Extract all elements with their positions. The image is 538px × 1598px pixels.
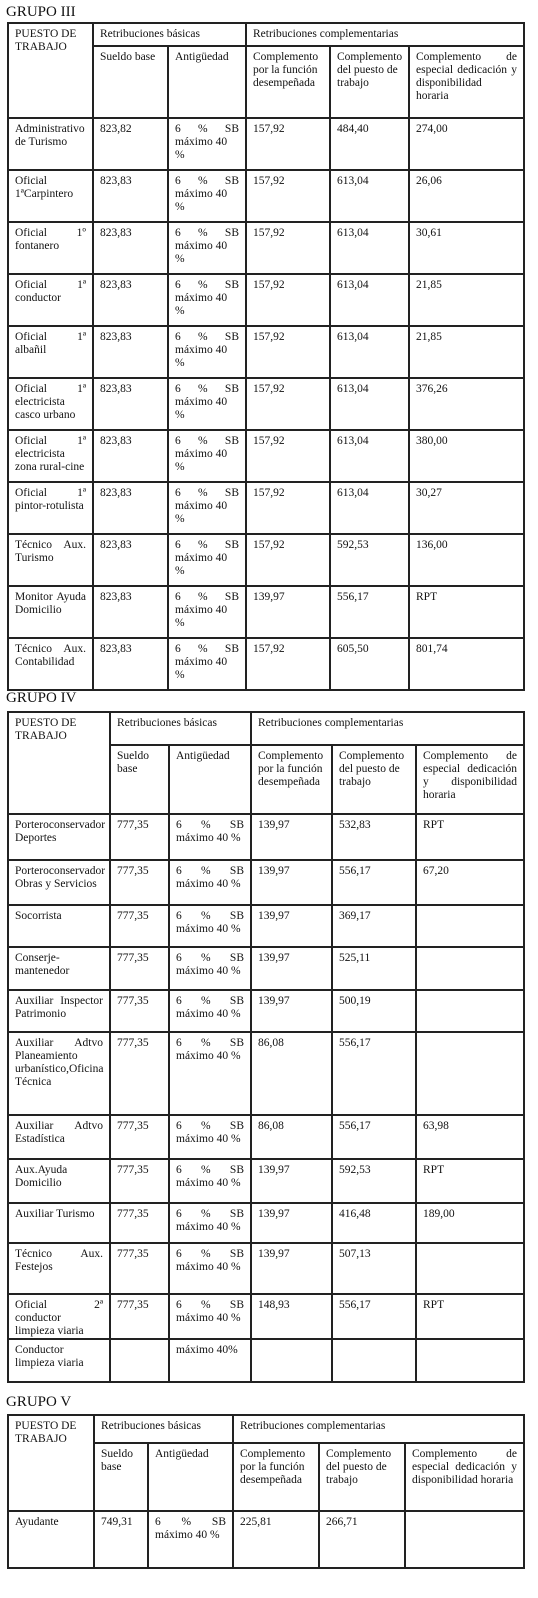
- sueldo-cell: [110, 1339, 169, 1382]
- table-row: [8, 170, 524, 222]
- antiguedad-max: máximo 40 %: [176, 1008, 241, 1020]
- antiguedad-rate: 6 % SB: [176, 1164, 244, 1176]
- antiguedad-max: máximo 40 %: [176, 1133, 241, 1145]
- antiguedad-rate: 6 % SB: [175, 175, 239, 187]
- puesto-trabajo-cell: 507,13: [332, 1243, 416, 1294]
- funcion-cell: 157,92: [246, 430, 330, 482]
- header-antiguedad: Antigüedad: [168, 46, 246, 118]
- dedicacion-cell: 136,00: [409, 534, 524, 586]
- header-funcion: Complemento por la función desempeñada: [246, 46, 330, 118]
- antiguedad-cell: [169, 1243, 251, 1294]
- antiguedad-cell: [168, 534, 246, 586]
- table-row: [8, 905, 524, 947]
- sueldo-cell: 777,35: [110, 1243, 169, 1294]
- sueldo-cell: 823,83: [93, 274, 168, 326]
- sueldo-cell: 777,35: [110, 905, 169, 947]
- puesto-trabajo-cell: 613,04: [330, 430, 409, 482]
- antiguedad-max: máximo 40 %: [155, 1529, 220, 1541]
- antiguedad-cell: [169, 990, 251, 1032]
- antiguedad-cell: [168, 430, 246, 482]
- antiguedad-max: máximo 40 %: [176, 923, 241, 935]
- antiguedad-rate: 6 % SB: [176, 1120, 244, 1132]
- header-antiguedad: Antigüedad: [169, 745, 251, 814]
- dedicacion-cell: 67,20: [416, 860, 524, 905]
- antiguedad-cell: [169, 1203, 251, 1243]
- dedicacion-cell: 21,85: [409, 274, 524, 326]
- antiguedad-rate: 6 % SB: [175, 227, 239, 239]
- antiguedad-rate: 6 % SB: [176, 1208, 244, 1220]
- dedicacion-cell: [416, 1032, 524, 1115]
- antiguedad-rate: 6 % SB: [175, 123, 239, 135]
- dedicacion-cell: 21,85: [409, 326, 524, 378]
- group-title: GRUPO III: [6, 4, 76, 20]
- puesto-trabajo-cell: 613,04: [330, 222, 409, 274]
- dedicacion-cell: RPT: [416, 1294, 524, 1339]
- funcion-cell: 86,08: [251, 1115, 332, 1159]
- table-row: [8, 326, 524, 378]
- dedicacion-cell: [416, 905, 524, 947]
- header-complementarias: Retribuciones complementarias: [246, 23, 524, 46]
- sueldo-cell: 823,83: [93, 378, 168, 430]
- puesto-trabajo-cell: 556,17: [330, 586, 409, 638]
- table-row: [8, 1511, 524, 1568]
- funcion-cell: 139,97: [251, 1159, 332, 1203]
- dedicacion-cell: [416, 947, 524, 990]
- antiguedad-rate: 6 % SB: [176, 995, 244, 1007]
- antiguedad-cell: [169, 860, 251, 905]
- puesto-trabajo-cell: 613,04: [330, 378, 409, 430]
- funcion-cell: 139,97: [251, 905, 332, 947]
- funcion-cell: 139,97: [251, 814, 332, 860]
- antiguedad-max: máximo 40 %: [175, 292, 228, 317]
- funcion-cell: 157,92: [246, 326, 330, 378]
- sueldo-cell: 777,35: [110, 1032, 169, 1115]
- puesto-trabajo-cell: 266,71: [319, 1511, 405, 1568]
- puesto-trabajo-cell: 605,50: [330, 638, 409, 690]
- sueldo-cell: 777,35: [110, 1294, 169, 1339]
- sueldo-cell: 777,35: [110, 1203, 169, 1243]
- table-row: [8, 586, 524, 638]
- puesto-cell: Auxiliar Turismo: [8, 1203, 110, 1243]
- antiguedad-max: máximo 40 %: [176, 1050, 241, 1062]
- antiguedad-rate: 6 % SB: [176, 1248, 244, 1260]
- puesto-trabajo-cell: 556,17: [332, 860, 416, 905]
- header-sueldo: Sueldo base: [93, 46, 168, 118]
- header-basicas: Retribuciones básicas: [110, 712, 251, 745]
- group-v-table: [7, 1414, 525, 1569]
- header-puesto: PUESTO DE TRABAJO: [8, 712, 110, 814]
- group-v-rows: [8, 1511, 524, 1568]
- table-row: [8, 1339, 524, 1382]
- funcion-cell: 157,92: [246, 118, 330, 170]
- dedicacion-cell: [405, 1511, 524, 1568]
- table-row: [8, 534, 524, 586]
- dedicacion-cell: 376,26: [409, 378, 524, 430]
- antiguedad-rate: 6 % SB: [175, 539, 239, 551]
- header-puesto-trabajo: Complemento del puesto de trabajo: [319, 1443, 405, 1511]
- antiguedad-max: máximo 40 %: [175, 604, 228, 629]
- antiguedad-max: máximo 40 %: [175, 240, 228, 265]
- sueldo-cell: 777,35: [110, 860, 169, 905]
- puesto-cell: Aux.Ayuda Domicilio: [8, 1159, 110, 1203]
- antiguedad-max: máximo 40 %: [175, 344, 228, 369]
- sueldo-cell: 823,83: [93, 326, 168, 378]
- sueldo-cell: 777,35: [110, 947, 169, 990]
- antiguedad-cell: [169, 1032, 251, 1115]
- antiguedad-max: máximo 40 %: [175, 552, 228, 577]
- antiguedad-cell: [168, 378, 246, 430]
- antiguedad-rate: 6 % SB: [176, 1299, 244, 1311]
- antiguedad-max: máximo 40 %: [175, 396, 228, 421]
- table-row: [8, 1294, 524, 1339]
- header-puesto: PUESTO DE TRABAJO: [8, 23, 93, 118]
- sueldo-cell: 823,82: [93, 118, 168, 170]
- puesto-trabajo-cell: 369,17: [332, 905, 416, 947]
- antiguedad-max: máximo 40 %: [176, 965, 241, 977]
- header-complementarias: Retribuciones complementarias: [233, 1415, 524, 1443]
- funcion-cell: 157,92: [246, 222, 330, 274]
- puesto-cell: Oficial 1ª conductor: [8, 274, 93, 326]
- table-row: [8, 118, 524, 170]
- table-row: [8, 814, 524, 860]
- funcion-cell: 139,97: [251, 947, 332, 990]
- header-funcion: Complemento por la función desempeñada: [233, 1443, 319, 1511]
- dedicacion-cell: [416, 1339, 524, 1382]
- header-sueldo: Sueldo base: [110, 745, 169, 814]
- antiguedad-cell: [168, 482, 246, 534]
- puesto-cell: Administrativo de Turismo: [8, 118, 93, 170]
- dedicacion-cell: RPT: [416, 814, 524, 860]
- sueldo-cell: 823,83: [93, 222, 168, 274]
- puesto-cell: Oficial 2ª conductor limpieza viaria: [8, 1294, 110, 1339]
- puesto-trabajo-cell: 613,04: [330, 326, 409, 378]
- antiguedad-rate: 6 % SB: [176, 1037, 244, 1049]
- table-row: [8, 482, 524, 534]
- antiguedad-rate: 6 % SB: [175, 279, 239, 291]
- header-dedicacion: Complemento de especial dedicación y disponibilidad horaria: [416, 745, 524, 814]
- antiguedad-rate: 6 % SB: [175, 383, 239, 395]
- table-row: [8, 378, 524, 430]
- antiguedad-max: máximo 40 %: [176, 878, 241, 890]
- puesto-trabajo-cell: 613,04: [330, 170, 409, 222]
- dedicacion-cell: 30,27: [409, 482, 524, 534]
- puesto-cell: Técnico Aux. Turismo: [8, 534, 93, 586]
- funcion-cell: 139,97: [251, 860, 332, 905]
- antiguedad-cell: [168, 118, 246, 170]
- header-sueldo: Sueldo base: [94, 1443, 148, 1511]
- puesto-cell: Conductor limpieza viaria: [8, 1339, 110, 1382]
- funcion-cell: 157,92: [246, 170, 330, 222]
- puesto-trabajo-cell: 556,17: [332, 1032, 416, 1115]
- puesto-trabajo-cell: 525,11: [332, 947, 416, 990]
- funcion-cell: 157,92: [246, 482, 330, 534]
- table-row: [8, 1243, 524, 1294]
- header-dedicacion: Complemento de especial dedicación y disponibilidad horaria: [405, 1443, 524, 1511]
- puesto-cell: Auxiliar Adtvo Estadística: [8, 1115, 110, 1159]
- antiguedad-cell: [168, 222, 246, 274]
- antiguedad-rate: 6 % SB: [175, 331, 239, 343]
- dedicacion-cell: [416, 1243, 524, 1294]
- header-antiguedad: Antigüedad: [148, 1443, 233, 1511]
- puesto-cell: Auxiliar Adtvo Planeamiento urbanístico,Oficina Técnica: [8, 1032, 110, 1115]
- antiguedad-max: máximo 40%: [176, 1344, 238, 1356]
- header-basicas: Retribuciones básicas: [94, 1415, 233, 1443]
- puesto-cell: Porteroconservador Deportes: [8, 814, 110, 860]
- puesto-trabajo-cell: [332, 1339, 416, 1382]
- funcion-cell: 86,08: [251, 1032, 332, 1115]
- group-iv-table: [7, 711, 525, 1383]
- antiguedad-cell: [169, 1294, 251, 1339]
- antiguedad-rate: 6 % SB: [175, 487, 239, 499]
- funcion-cell: 139,97: [251, 1203, 332, 1243]
- funcion-cell: 139,97: [251, 990, 332, 1032]
- table-row: [8, 1032, 524, 1115]
- funcion-cell: 225,81: [233, 1511, 319, 1568]
- sueldo-cell: 777,35: [110, 1159, 169, 1203]
- puesto-trabajo-cell: 592,53: [332, 1159, 416, 1203]
- table-row: [8, 638, 524, 690]
- table-row: [8, 222, 524, 274]
- antiguedad-max: máximo 40 %: [176, 1177, 241, 1189]
- antiguedad-max: máximo 40 %: [175, 188, 228, 213]
- antiguedad-max: máximo 40 %: [176, 1312, 241, 1324]
- antiguedad-cell: [168, 586, 246, 638]
- antiguedad-cell: [169, 814, 251, 860]
- antiguedad-rate: 6 % SB: [155, 1516, 226, 1528]
- antiguedad-cell: [169, 1159, 251, 1203]
- antiguedad-max: máximo 40 %: [175, 500, 228, 525]
- puesto-cell: Oficial 1ª electricista zona rural-cine: [8, 430, 93, 482]
- group-iii-table: [7, 22, 525, 691]
- table-row: [8, 1203, 524, 1243]
- puesto-cell: Técnico Aux. Contabilidad: [8, 638, 93, 690]
- dedicacion-cell: [416, 990, 524, 1032]
- puesto-trabajo-cell: 592,53: [330, 534, 409, 586]
- puesto-cell: Ayudante: [8, 1511, 94, 1568]
- antiguedad-cell: [168, 326, 246, 378]
- dedicacion-cell: 380,00: [409, 430, 524, 482]
- funcion-cell: 157,92: [246, 274, 330, 326]
- group-iii-rows: [8, 118, 524, 690]
- sueldo-cell: 823,83: [93, 430, 168, 482]
- antiguedad-max: máximo 40 %: [175, 656, 228, 681]
- table-row: [8, 990, 524, 1032]
- sueldo-cell: 777,35: [110, 990, 169, 1032]
- sueldo-cell: 823,83: [93, 534, 168, 586]
- sueldo-cell: 777,35: [110, 1115, 169, 1159]
- dedicacion-cell: RPT: [416, 1159, 524, 1203]
- sueldo-cell: 823,83: [93, 638, 168, 690]
- antiguedad-max: máximo 40 %: [175, 448, 228, 473]
- header-puesto: PUESTO DE TRABAJO: [8, 1415, 94, 1511]
- antiguedad-max: máximo 40 %: [176, 1221, 241, 1233]
- antiguedad-rate: 6 % SB: [176, 819, 244, 831]
- sueldo-cell: 823,83: [93, 586, 168, 638]
- dedicacion-cell: 63,98: [416, 1115, 524, 1159]
- antiguedad-rate: 6 % SB: [176, 952, 244, 964]
- sueldo-cell: 823,83: [93, 170, 168, 222]
- antiguedad-cell: [169, 1115, 251, 1159]
- dedicacion-cell: 30,61: [409, 222, 524, 274]
- antiguedad-max: máximo 40 %: [175, 136, 228, 161]
- puesto-cell: Oficial 1ª pintor-rotulista: [8, 482, 93, 534]
- antiguedad-cell: [148, 1511, 233, 1568]
- header-complementarias: Retribuciones complementarias: [251, 712, 524, 745]
- antiguedad-max: máximo 40 %: [176, 1261, 241, 1273]
- dedicacion-cell: 26,06: [409, 170, 524, 222]
- puesto-trabajo-cell: 416,48: [332, 1203, 416, 1243]
- funcion-cell: 157,92: [246, 534, 330, 586]
- funcion-cell: 157,92: [246, 638, 330, 690]
- antiguedad-rate: 6 % SB: [175, 435, 239, 447]
- puesto-cell: Oficial 1º fontanero: [8, 222, 93, 274]
- funcion-cell: [251, 1339, 332, 1382]
- table-row: [8, 1159, 524, 1203]
- puesto-trabajo-cell: 500,19: [332, 990, 416, 1032]
- header-funcion: Complemento por la función desempeñada: [251, 745, 332, 814]
- header-basicas: Retribuciones básicas: [93, 23, 246, 46]
- funcion-cell: 148,93: [251, 1294, 332, 1339]
- group-iv-rows: [8, 814, 524, 1382]
- puesto-cell: Socorrista: [8, 905, 110, 947]
- antiguedad-cell: [169, 905, 251, 947]
- funcion-cell: 139,97: [246, 586, 330, 638]
- puesto-cell: Conserje-mantenedor: [8, 947, 110, 990]
- puesto-cell: Técnico Aux. Festejos: [8, 1243, 110, 1294]
- antiguedad-cell: [169, 1339, 251, 1382]
- group-title: GRUPO IV: [6, 690, 77, 706]
- table-row: [8, 1115, 524, 1159]
- antiguedad-rate: 6 % SB: [175, 591, 239, 603]
- header-puesto-trabajo: Complemento del puesto de trabajo: [330, 46, 409, 118]
- puesto-cell: Oficial 1ª albañil: [8, 326, 93, 378]
- dedicacion-cell: 189,00: [416, 1203, 524, 1243]
- antiguedad-rate: 6 % SB: [175, 643, 239, 655]
- table-row: [8, 430, 524, 482]
- puesto-cell: Oficial 1ª electricista casco urbano: [8, 378, 93, 430]
- table-row: [8, 947, 524, 990]
- antiguedad-cell: [169, 947, 251, 990]
- sueldo-cell: 749,31: [94, 1511, 148, 1568]
- sueldo-cell: 777,35: [110, 814, 169, 860]
- puesto-cell: Auxiliar Inspector Patrimonio: [8, 990, 110, 1032]
- antiguedad-rate: 6 % SB: [176, 910, 244, 922]
- dedicacion-cell: RPT: [409, 586, 524, 638]
- funcion-cell: 157,92: [246, 378, 330, 430]
- antiguedad-rate: 6 % SB: [176, 865, 244, 877]
- puesto-cell: Monitor Ayuda Domicilio: [8, 586, 93, 638]
- funcion-cell: 139,97: [251, 1243, 332, 1294]
- sueldo-cell: 823,83: [93, 482, 168, 534]
- table-row: [8, 274, 524, 326]
- puesto-trabajo-cell: 556,17: [332, 1115, 416, 1159]
- puesto-cell: Porteroconservador Obras y Servicios: [8, 860, 110, 905]
- puesto-trabajo-cell: 556,17: [332, 1294, 416, 1339]
- antiguedad-max: máximo 40 %: [176, 832, 241, 844]
- antiguedad-cell: [168, 170, 246, 222]
- dedicacion-cell: 801,74: [409, 638, 524, 690]
- dedicacion-cell: 274,00: [409, 118, 524, 170]
- antiguedad-cell: [168, 638, 246, 690]
- puesto-cell: Oficial 1ªCarpintero: [8, 170, 93, 222]
- puesto-trabajo-cell: 484,40: [330, 118, 409, 170]
- puesto-trabajo-cell: 613,04: [330, 482, 409, 534]
- header-puesto-trabajo: Complemento del puesto de trabajo: [332, 745, 416, 814]
- puesto-trabajo-cell: 613,04: [330, 274, 409, 326]
- header-dedicacion: Complemento de especial dedicación y disponibilidad horaria: [409, 46, 524, 118]
- table-row: [8, 860, 524, 905]
- antiguedad-cell: [168, 274, 246, 326]
- puesto-trabajo-cell: 532,83: [332, 814, 416, 860]
- group-title: GRUPO V: [6, 1394, 72, 1410]
